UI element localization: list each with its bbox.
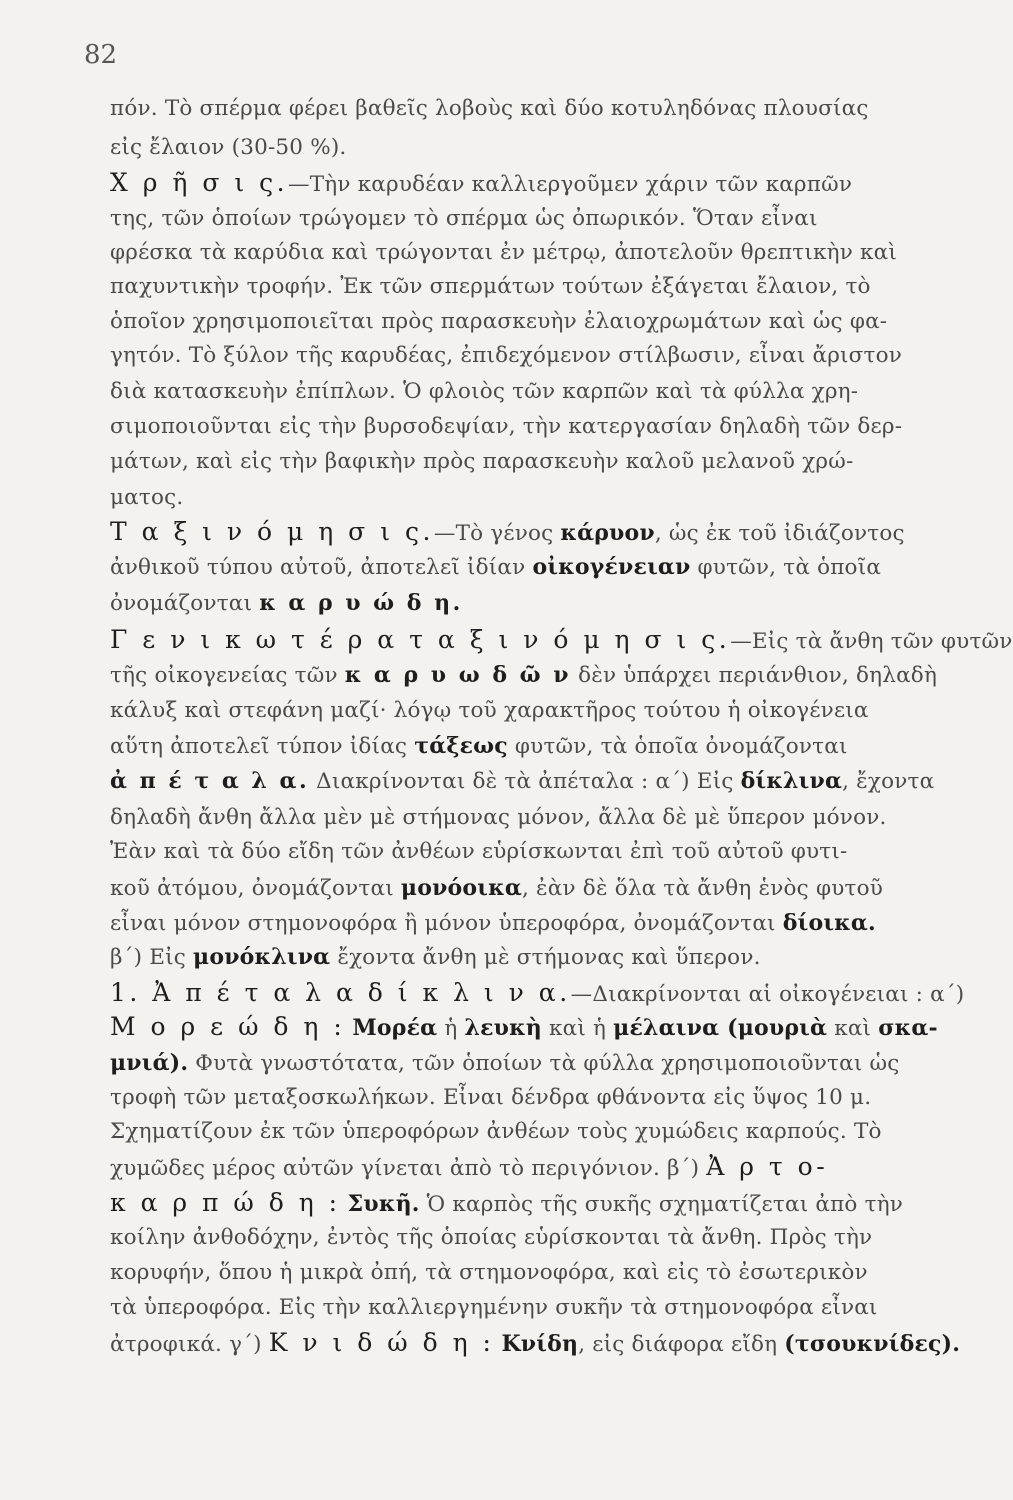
emphasized-text: Ἀ ρ τ ο- xyxy=(706,1152,829,1181)
text-run: Ὁ καρπὸς τῆς συκῆς σχηματίζεται ἀπὸ τὴν xyxy=(419,1192,904,1217)
text-line xyxy=(110,625,1013,655)
text-run: , ἔχοντα xyxy=(842,769,935,794)
text-run: τροφὴ τῶν μεταξοσκωλήκων. Εἶναι δένδρα φθάνοντα εἰς ὕψος 10 μ. xyxy=(110,1085,872,1110)
text-line xyxy=(110,274,970,300)
text-run: κοῦ ἀτόμου, ὀνομάζονται xyxy=(110,876,401,901)
emphasized-text: λευκὴ xyxy=(464,1015,542,1041)
text-run xyxy=(341,1192,348,1217)
emphasized-text: Χ ρ ῆ σ ι ς. xyxy=(110,168,289,197)
text-run: εἰς ἔλαιον (30-50 %). xyxy=(110,135,347,160)
text-line xyxy=(110,1050,970,1077)
emphasized-text: 1. Ἀ π έ τ α λ α δ ί κ λ ι ν α. xyxy=(110,978,571,1007)
text-run: ὀνομάζονται xyxy=(110,591,260,616)
text-run: —Διακρίνονται αἱ οἰκογένειαι : α΄) xyxy=(570,982,965,1007)
emphasized-text: δίοικα. xyxy=(782,910,876,936)
text-line xyxy=(110,96,970,122)
text-run: , ἐὰν δὲ ὅλα τὰ ἄνθη ἑνὸς φυτοῦ xyxy=(521,876,883,901)
text-line xyxy=(110,980,970,1008)
text-line xyxy=(110,1085,970,1111)
emphasized-text: μνιά). xyxy=(110,1050,189,1076)
text-run: —Τὴν καρυδέαν καλλιεργοῦμεν χάριν τῶν καρπῶν xyxy=(288,172,853,197)
text-run: κοίλην ἀνθοδόχην, ἐντὸς τῆς ὁποίας εὑρίσκονται τὰ ἄνθη. Πρὸς τὴν xyxy=(110,1225,873,1250)
text-line xyxy=(110,875,970,902)
emphasized-text: Γ ε ν ι κ ω τ έ ρ α τ α ξ ι ν ό μ η σ ι ς. xyxy=(110,625,731,654)
text-run: καὶ ἡ xyxy=(542,1016,614,1041)
text-line xyxy=(110,379,970,405)
emphasized-text: Κνίδη xyxy=(501,1331,579,1357)
emphasized-text: κάρυον xyxy=(560,520,655,546)
emphasized-text: κ α ρ υ ω δ ῶ ν xyxy=(344,662,572,688)
text-run: , εἰς διάφορα εἴδη xyxy=(578,1332,785,1357)
text-run: φυτῶν, τὰ ὁποῖα ὀνομάζονται xyxy=(507,734,848,759)
emphasized-text: κ α ρ π ώ δ η : xyxy=(110,1188,341,1217)
text-run: τῆς οἰκογενείας τῶν xyxy=(110,663,345,688)
text-run: β΄) Εἰς xyxy=(110,945,194,970)
text-run: κάλυξ καὶ στεφάνη μαζί· λόγῳ τοῦ χαρακτῆρος τούτου ἡ οἰκογένεια xyxy=(110,698,869,723)
text-line xyxy=(110,519,970,547)
emphasized-text: κ α ρ υ ώ δ η. xyxy=(259,590,463,616)
text-run: εἶναι μόνον στημονοφόρα ἢ μόνον ὑπεροφόρα, ὀνομάζονται xyxy=(110,911,783,936)
emphasized-text: τάξεως xyxy=(414,733,508,759)
emphasized-text: Μορέα xyxy=(352,1015,438,1041)
text-run: Ἐὰν καὶ τὰ δύο εἴδη τῶν ἀνθέων εὑρίσκωνται ἐπὶ τοῦ αὐτοῦ φυτι- xyxy=(110,839,848,864)
text-run: Φυτὰ γνωστότατα, τῶν ὁποίων τὰ φύλλα χρησιμοποιοῦνται ὡς xyxy=(188,1051,900,1076)
text-run: δὲν ὑπάρχει περιάνθιον, δηλαδὴ xyxy=(571,663,938,688)
text-run: της, τῶν ὁποίων τρώγομεν τὸ σπέρμα ὡς ὀπωρικόν. Ὅταν εἶναι xyxy=(110,206,818,231)
text-run: , ὡς ἐκ τοῦ ἰδιάζοντος xyxy=(654,521,905,546)
text-run: σιμοποιοῦνται εἰς τὴν βυρσοδεψίαν, τὴν κατεργασίαν δηλαδὴ τῶν δερ- xyxy=(110,414,903,439)
text-run: δηλαδὴ ἄνθη ἄλλα μὲν μὲ στήμονας μόνον, ἄλλα δὲ μὲ ὕπερον μόνον. xyxy=(110,805,887,830)
text-line xyxy=(110,485,970,511)
text-line xyxy=(110,449,970,475)
text-run: πόν. Τὸ σπέρμα φέρει βαθεῖς λοβοὺς καὶ δύο κοτυληδόνας πλουσίας xyxy=(110,96,869,121)
emphasized-text: Συκῆ. xyxy=(347,1191,420,1217)
text-run: ἀτροφικά. γ΄) xyxy=(110,1332,269,1357)
text-line xyxy=(110,135,970,161)
text-line xyxy=(110,206,970,232)
text-run: μάτων, καὶ εἰς τὴν βαφικὴν πρὸς παρασκευὴν καλοῦ μελανοῦ χρώ- xyxy=(110,449,854,474)
emphasized-text: (τσουκνίδες). xyxy=(784,1331,961,1357)
text-line xyxy=(110,1330,970,1358)
emphasized-text: μονόκλινα xyxy=(193,944,331,970)
text-line xyxy=(110,662,970,689)
emphasized-text: ἀ π έ τ α λ α. xyxy=(110,768,310,794)
text-line xyxy=(110,343,970,369)
emphasized-text: δίκλινα xyxy=(740,768,843,794)
text-run: ματος. xyxy=(110,485,184,510)
text-line xyxy=(110,698,970,724)
text-run: φρέσκα τὰ καρύδια καὶ τρώγονται ἐν μέτρῳ, ἀποτελοῦν θρεπτικὴν καὶ xyxy=(110,240,898,265)
emphasized-text: Κ ν ι δ ώ δ η : xyxy=(268,1328,495,1357)
text-line xyxy=(110,839,970,865)
text-line xyxy=(110,309,970,335)
text-run: —Εἰς τὰ ἄνθη τῶν φυτῶν xyxy=(730,629,1013,654)
text-line xyxy=(110,1260,970,1286)
text-line xyxy=(110,944,970,971)
emphasized-text: Μ ο ρ ε ώ δ η : xyxy=(110,1012,346,1041)
emphasized-text: μέλαινα (μουριὰ xyxy=(613,1015,828,1041)
text-run: χυμῶδες μέρος αὐτῶν γίνεται ἀπὸ τὸ περιγόνιον. β΄) xyxy=(110,1156,707,1181)
text-run: Διακρίνονται δὲ τὰ ἀπέταλα : α΄) Εἰς xyxy=(309,769,741,794)
text-run: καὶ xyxy=(827,1016,879,1041)
text-run: Σχηματίζουν ἐκ τῶν ὑπεροφόρων ἀνθέων τοὺς χυμώδεις καρπούς. Τὸ xyxy=(110,1119,882,1144)
text-run: φυτῶν, τὰ ὁποῖα xyxy=(690,555,882,580)
text-run: ἀνθικοῦ τύπου αὐτοῦ, ἀποτελεῖ ἰδίαν xyxy=(110,555,533,580)
text-line xyxy=(110,733,970,760)
text-run: παχυντικὴν τροφήν. Ἐκ τῶν σπερμάτων τούτων ἐξάγεται ἔλαιον, τὸ xyxy=(110,274,871,299)
text-line xyxy=(110,1295,970,1321)
text-line xyxy=(110,805,970,831)
text-line xyxy=(110,1119,970,1145)
text-run: αὕτη ἀποτελεῖ τύπον ἰδίας xyxy=(110,734,415,759)
text-run: ὁποῖον χρησιμοποιεῖται πρὸς παρασκευὴν ἐλαιοχρωμάτων καὶ ὡς φα- xyxy=(110,309,888,334)
text-line xyxy=(110,554,970,581)
text-run: ἡ xyxy=(437,1016,465,1041)
emphasized-text: οἰκογένειαν xyxy=(532,554,691,580)
text-run: διὰ κατασκευὴν ἐπίπλων. Ὁ φλοιὸς τῶν καρπῶν καὶ τὰ φύλλα χρη- xyxy=(110,379,859,404)
text-run: κορυφήν, ὅπου ἡ μικρὰ ὀπή, τὰ στημονοφόρα, καὶ εἰς τὸ ἐσωτερικὸν xyxy=(110,1260,868,1285)
text-line xyxy=(110,1190,970,1218)
text-run: ἔχοντα ἄνθη μὲ στήμονας καὶ ὕπερον. xyxy=(330,945,761,970)
page-number: 82 xyxy=(84,40,118,70)
text-run: γητόν. Τὸ ξύλον τῆς καρυδέας, ἐπιδεχόμενον στίλβωσιν, εἶναι ἄριστον xyxy=(110,343,903,368)
emphasized-text: μονόοικα xyxy=(400,875,522,901)
text-line xyxy=(110,240,970,266)
text-line xyxy=(110,1154,970,1182)
text-run: τὰ ὑπεροφόρα. Εἰς τὴν καλλιεργημένην συκῆν τὰ στημονοφόρα εἶναι xyxy=(110,1295,878,1320)
text-line xyxy=(110,768,970,795)
emphasized-text: σκα- xyxy=(878,1015,938,1041)
text-line xyxy=(110,910,970,937)
text-line xyxy=(110,590,970,617)
text-line xyxy=(110,414,970,440)
text-line xyxy=(110,1225,970,1251)
text-run: —Τὸ γένος xyxy=(433,521,561,546)
text-line xyxy=(110,1014,970,1042)
text-line xyxy=(110,170,970,198)
emphasized-text: Τ α ξ ι ν ό μ η σ ι ς. xyxy=(110,517,434,546)
